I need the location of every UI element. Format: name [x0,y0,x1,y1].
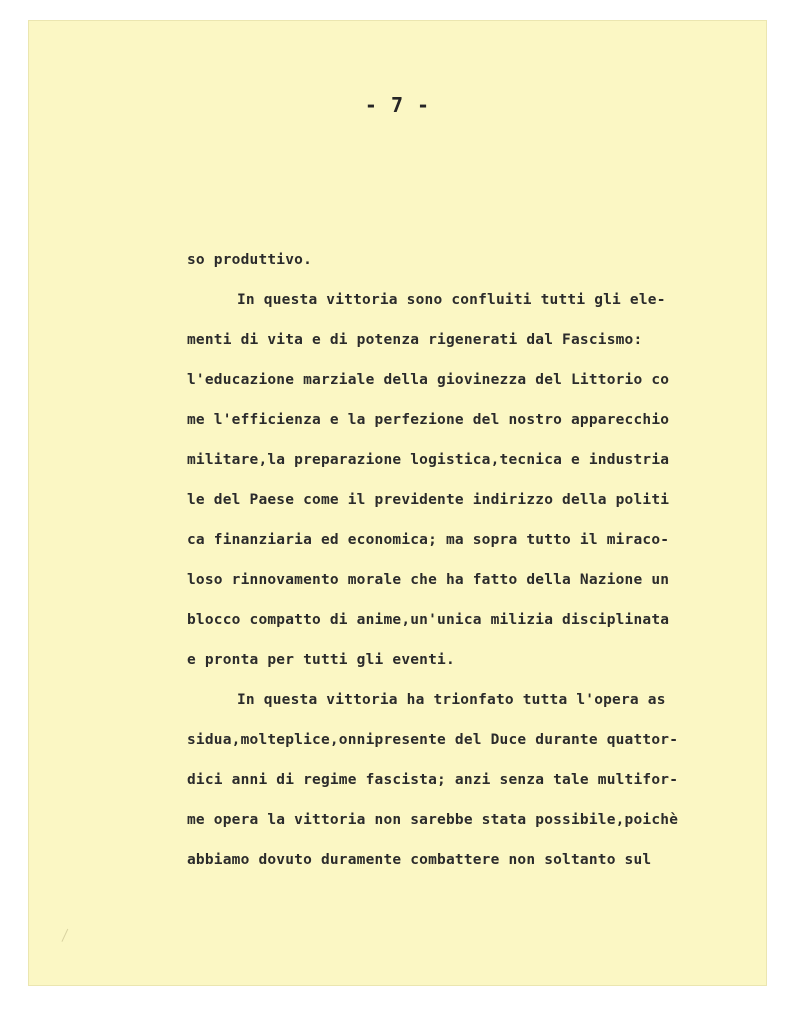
text-line: so produttivo. [187,252,313,268]
text-line: l'educazione marziale della giovinezza del Littorio co [187,372,670,388]
text-line: In questa vittoria sono confluiti tutti gli ele- [237,292,666,308]
text-line: loso rinnovamento morale che ha fatto della Nazione un [187,572,670,588]
text-line: me l'efficienza e la perfezione del nostro apparecchio [187,412,670,428]
document-page [28,20,767,986]
text-line: e pronta per tutti gli eventi. [187,652,455,668]
text-line: blocco compatto di anime,un'unica milizia disciplinata [187,612,670,628]
text-line: militare,la preparazione logistica,tecnica e industria [187,452,670,468]
text-line: le del Paese come il previdente indirizzo della politi [187,492,670,508]
page-number: - 7 - [364,93,431,117]
text-line: ca finanziaria ed economica; ma sopra tutto il miraco- [187,532,670,548]
text-line: abbiamo dovuto duramente combattere non soltanto sul [187,852,652,868]
paper-mark [61,929,75,945]
text-line: sidua,molteplice,onnipresente del Duce durante quattor- [187,732,679,748]
text-line: me opera la vittoria non sarebbe stata possibile,poichè [187,812,679,828]
text-line: dici anni di regime fascista; anzi senza tale multifor- [187,772,679,788]
text-line: In questa vittoria ha trionfato tutta l'opera as [237,692,666,708]
text-line: menti di vita e di potenza rigenerati dal Fascismo: [187,332,643,348]
